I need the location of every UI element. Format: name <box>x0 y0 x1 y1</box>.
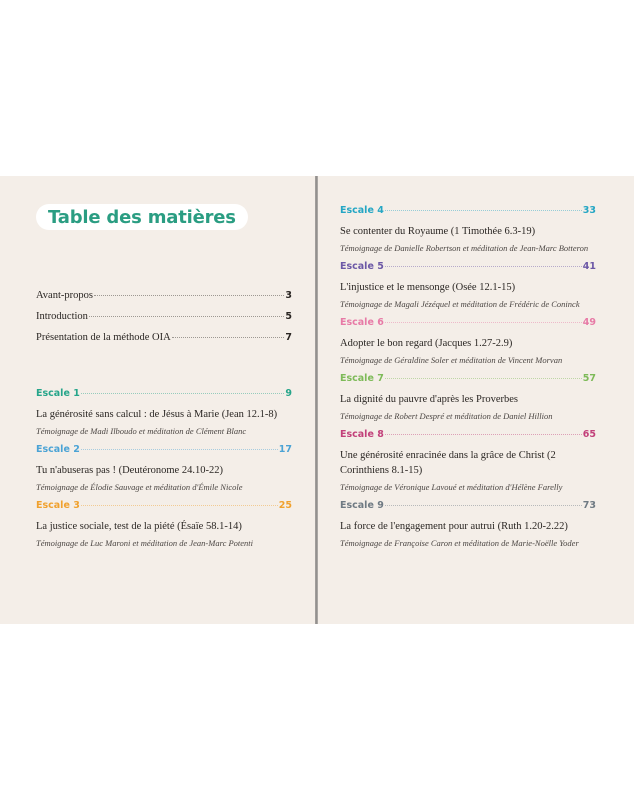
escale-label: Escale 3 <box>36 500 80 511</box>
escale-heading <box>340 429 596 445</box>
escale-heading <box>340 317 596 333</box>
escale-page-number: 25 <box>278 500 292 511</box>
escale-title: La justice sociale, test de la piété (Ésaïe 58.1-14) <box>36 521 242 532</box>
escale-title: La générosité sans calcul : de Jésus à Marie (Jean 12.1-8) <box>36 409 278 420</box>
front-matter-list <box>36 290 292 353</box>
escale-label: Escale 8 <box>340 429 384 440</box>
escale-page-number: 65 <box>582 429 596 440</box>
dot-leader <box>81 393 285 394</box>
toc-page-number: 5 <box>285 311 292 322</box>
escale-title: Une générosité enracinée dans la grâce de Christ (2 Corinthiens 8.1-15) <box>340 450 556 476</box>
escale-title: Tu n'abuseras pas ! (Deutéronome 24.10-22) <box>36 465 223 476</box>
escale-subtitle: Témoignage de Élodie Sauvage et méditation d'Émile Nicole <box>36 482 243 492</box>
escale-subtitle: Témoignage de Géraldine Soler et méditation de Vincent Morvan <box>340 355 563 365</box>
toc-page-number: 7 <box>285 332 292 343</box>
escale-title: La dignité du pauvre d'après les Proverbes <box>340 394 519 405</box>
escale-subtitle: Témoignage de Véronique Lavoué et méditation d'Hélène Farelly <box>340 482 563 492</box>
escale-page-number: 9 <box>285 388 292 399</box>
escale-heading <box>340 261 596 277</box>
escale-subtitle: Témoignage de Magali Jézéquel et méditation de Frédéric de Coninck <box>340 299 580 309</box>
escale-title: La force de l'engagement pour autrui (Ruth 1.20-2.22) <box>340 521 568 532</box>
escale-label: Escale 4 <box>340 205 384 216</box>
escale-subtitle: Témoignage de Madi Ilboudo et méditation de Clément Blanc <box>36 426 247 436</box>
escale-label: Escale 6 <box>340 317 384 328</box>
escale-heading <box>36 500 292 516</box>
escale-page-number: 41 <box>582 261 596 272</box>
toc-page-number: 3 <box>285 290 292 301</box>
dot-leader <box>385 210 582 211</box>
toc-escale-2[interactable] <box>36 444 292 493</box>
escale-heading <box>36 444 292 460</box>
toc-entry-label: Présentation de la méthode OIA <box>36 332 171 343</box>
dot-leader <box>94 295 284 296</box>
page-title: Table des matières <box>36 204 248 230</box>
escale-subtitle: Témoignage de Luc Maroni et méditation de Jean-Marc Potenti <box>36 538 254 548</box>
escale-title: L'injustice et le mensonge (Osée 12.1-15) <box>340 282 516 293</box>
dot-leader <box>385 378 582 379</box>
toc-escale-9[interactable] <box>340 500 596 549</box>
escale-page-number: 57 <box>582 373 596 384</box>
escale-heading <box>340 373 596 389</box>
escale-label: Escale 1 <box>36 388 80 399</box>
dot-leader <box>385 322 582 323</box>
toc-entry-label: Avant-propos <box>36 290 93 301</box>
escale-label: Escale 5 <box>340 261 384 272</box>
dot-leader <box>385 434 582 435</box>
dot-leader <box>89 316 284 317</box>
escale-page-number: 49 <box>582 317 596 328</box>
escale-title: Adopter le bon regard (Jacques 1.27-2.9) <box>340 338 513 349</box>
right-page <box>318 176 634 624</box>
escale-heading <box>340 205 596 221</box>
escale-page-number: 33 <box>582 205 596 216</box>
toc-entry-introduction[interactable] <box>36 311 292 332</box>
toc-entry-avant-propos[interactable] <box>36 290 292 311</box>
escale-subtitle: Témoignage de Robert Despré et méditation de Daniel Hillion <box>340 411 553 421</box>
escale-heading <box>36 388 292 404</box>
escale-label: Escale 7 <box>340 373 384 384</box>
left-page <box>0 176 315 624</box>
escale-label: Escale 2 <box>36 444 80 455</box>
dot-leader <box>81 449 278 450</box>
toc-escale-6[interactable] <box>340 317 596 366</box>
toc-escale-7[interactable] <box>340 373 596 422</box>
dot-leader <box>172 337 285 338</box>
toc-escale-5[interactable] <box>340 261 596 310</box>
toc-escale-8[interactable] <box>340 429 596 493</box>
toc-entry-label: Introduction <box>36 311 88 322</box>
dot-leader <box>385 505 582 506</box>
toc-entry-methode-oia[interactable] <box>36 332 292 353</box>
toc-escale-1[interactable] <box>36 388 292 437</box>
escale-subtitle: Témoignage de Danielle Robertson et méditation de Jean-Marc Botteron <box>340 243 589 253</box>
escale-heading <box>340 500 596 516</box>
dot-leader <box>385 266 582 267</box>
book-spread <box>0 176 634 624</box>
escale-page-number: 17 <box>278 444 292 455</box>
escale-subtitle: Témoignage de Françoise Caron et méditation de Marie-Noëlle Yoder <box>340 538 579 548</box>
escale-page-number: 73 <box>582 500 596 511</box>
escale-label: Escale 9 <box>340 500 384 511</box>
escale-title: Se contenter du Royaume (1 Timothée 6.3-19) <box>340 226 536 237</box>
toc-escale-3[interactable] <box>36 500 292 549</box>
toc-escale-4[interactable] <box>340 205 596 254</box>
dot-leader <box>81 505 278 506</box>
